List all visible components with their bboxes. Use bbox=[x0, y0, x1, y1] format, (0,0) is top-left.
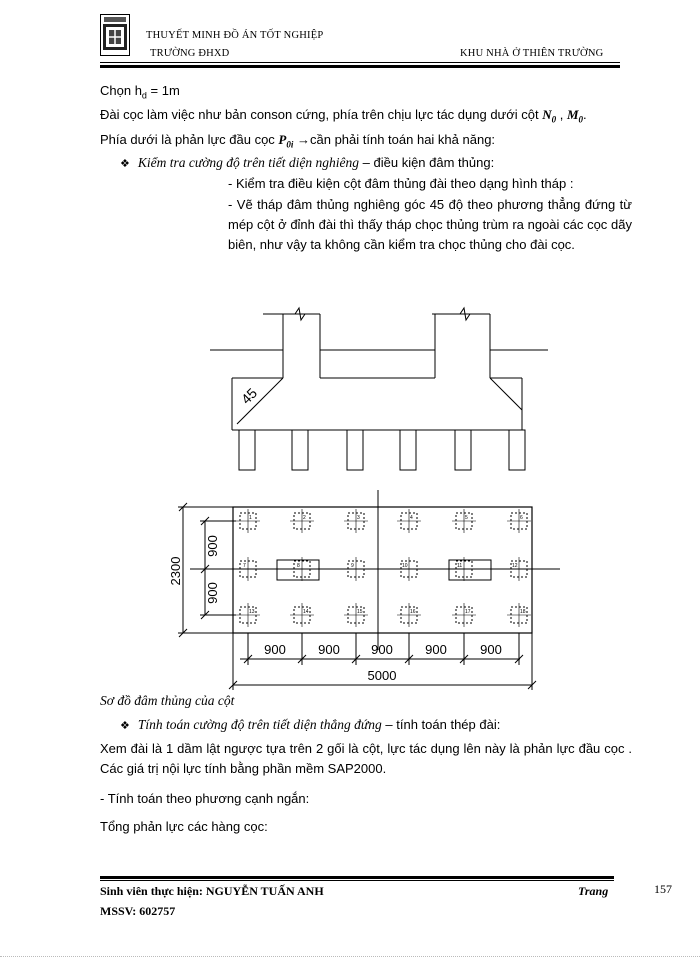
punching-check-line: - Kiểm tra điều kiện cột đâm thủng đài theo dạng hình tháp : bbox=[228, 176, 574, 191]
footer-rule bbox=[100, 876, 614, 881]
pile-number: 13 bbox=[249, 609, 255, 615]
short-side-line: - Tính toán theo phương cạnh ngắn: bbox=[100, 791, 310, 806]
pile-number: 12 bbox=[512, 563, 518, 569]
pile-numbers bbox=[243, 515, 526, 615]
dim-bottom-3: 900 bbox=[371, 642, 393, 657]
footer-mssv: MSSV: 602757 bbox=[100, 904, 176, 918]
angle-label: 45 bbox=[237, 384, 261, 408]
pile-number: 5 bbox=[465, 515, 468, 521]
elevation-view bbox=[210, 308, 548, 470]
footer-page-label: Trang bbox=[578, 884, 609, 898]
dim-total-height: 2300 bbox=[168, 556, 183, 586]
pile-number: 3 bbox=[357, 515, 360, 521]
dim-total-width: 5000 bbox=[367, 668, 397, 683]
pile-number: 8 bbox=[297, 563, 300, 569]
header-title: THUYẾT MINH ĐỒ ÁN TỐT NGHIỆP bbox=[146, 30, 324, 41]
header-rule bbox=[100, 62, 620, 68]
pile-number: 15 bbox=[357, 609, 363, 615]
dim-bottom-1: 900 bbox=[264, 642, 286, 657]
pile-number: 16 bbox=[410, 609, 416, 615]
pile-plan-squares bbox=[240, 513, 527, 623]
header-project: KHU NHÀ Ở THIÊN TRƯỜNG bbox=[460, 48, 604, 59]
pile-number: 2 bbox=[303, 515, 306, 521]
cap-working-line: Đài cọc làm việc như bản conson cứng, phía trên chịu lực tác dụng dưới cột $N_0$ , $M_0$. bbox=[100, 107, 587, 125]
figure-caption: Sơ đồ đâm thủng của cột bbox=[100, 693, 235, 708]
pile-number: 1 bbox=[249, 515, 252, 521]
dim-bottom-5: 900 bbox=[480, 642, 502, 657]
chosen-height-line: Chọn $h_d = 1m$ bbox=[100, 83, 180, 101]
pile-reaction-line: Phía dưới là phản lực đầu cọc $P_{0i}$ →cần phải tính toán hai khả năng: bbox=[100, 132, 496, 150]
dim-left-2: 900 bbox=[205, 582, 220, 604]
pile-number: 14 bbox=[303, 609, 309, 615]
pile-number: 9 bbox=[351, 563, 354, 569]
diamond-bullet-icon: ❖ bbox=[120, 720, 130, 732]
university-logo bbox=[100, 14, 130, 56]
bullet-vertical-section: ❖ Tính toán cường độ trên tiết diện thẳng đứng – tính toán thép đài: bbox=[120, 717, 501, 732]
header-school: TRƯỜNG ĐHXD bbox=[150, 48, 230, 59]
pile-number: 11 bbox=[457, 563, 463, 569]
dim-left-1: 900 bbox=[205, 535, 220, 557]
page-number: 157 bbox=[654, 882, 672, 896]
pile-number: 4 bbox=[410, 515, 413, 521]
pile-number: 6 bbox=[520, 515, 523, 521]
diamond-bullet-icon: ❖ bbox=[120, 158, 130, 170]
bullet-inclined-section: ❖ Kiểm tra cường độ trên tiết diện nghiêng – điều kiện đâm thủng: bbox=[120, 155, 495, 170]
footer-student: Sinh viên thực hiện: NGUYỄN TUẤN ANH bbox=[100, 884, 324, 898]
pile-elevations bbox=[239, 430, 525, 470]
plan-view bbox=[178, 490, 560, 690]
pile-number: 18 bbox=[520, 609, 526, 615]
pile-number: 17 bbox=[465, 609, 471, 615]
sap-paragraph: Xem đài là 1 dầm lật ngược tựa trên 2 gối là cột, lực tác dụng lên này là phản lực đầu cọc . Các giá trị nội lực tính bằng phần mềm SAP2000. bbox=[100, 741, 632, 776]
sum-rows-line: Tổng phản lực các hàng cọc: bbox=[100, 819, 268, 834]
pile-number: 10 bbox=[402, 563, 408, 569]
dim-bottom-2: 900 bbox=[318, 642, 340, 657]
page-bottom-border bbox=[0, 956, 700, 957]
punching-shear-figure bbox=[160, 300, 580, 690]
punching-pyramid-paragraph: - Vẽ tháp đâm thủng nghiêng góc 45 độ theo phương thẳng đứng từ mép cột ở đỉnh đài thì thấy tháp chọc thủng trùm ra ngoài các cọc dãy biên, như vậy ta không cần kiểm tra chọc thủng cho đài cọc. bbox=[228, 197, 632, 252]
dim-bottom-4: 900 bbox=[425, 642, 447, 657]
pile-number: 7 bbox=[243, 563, 246, 569]
